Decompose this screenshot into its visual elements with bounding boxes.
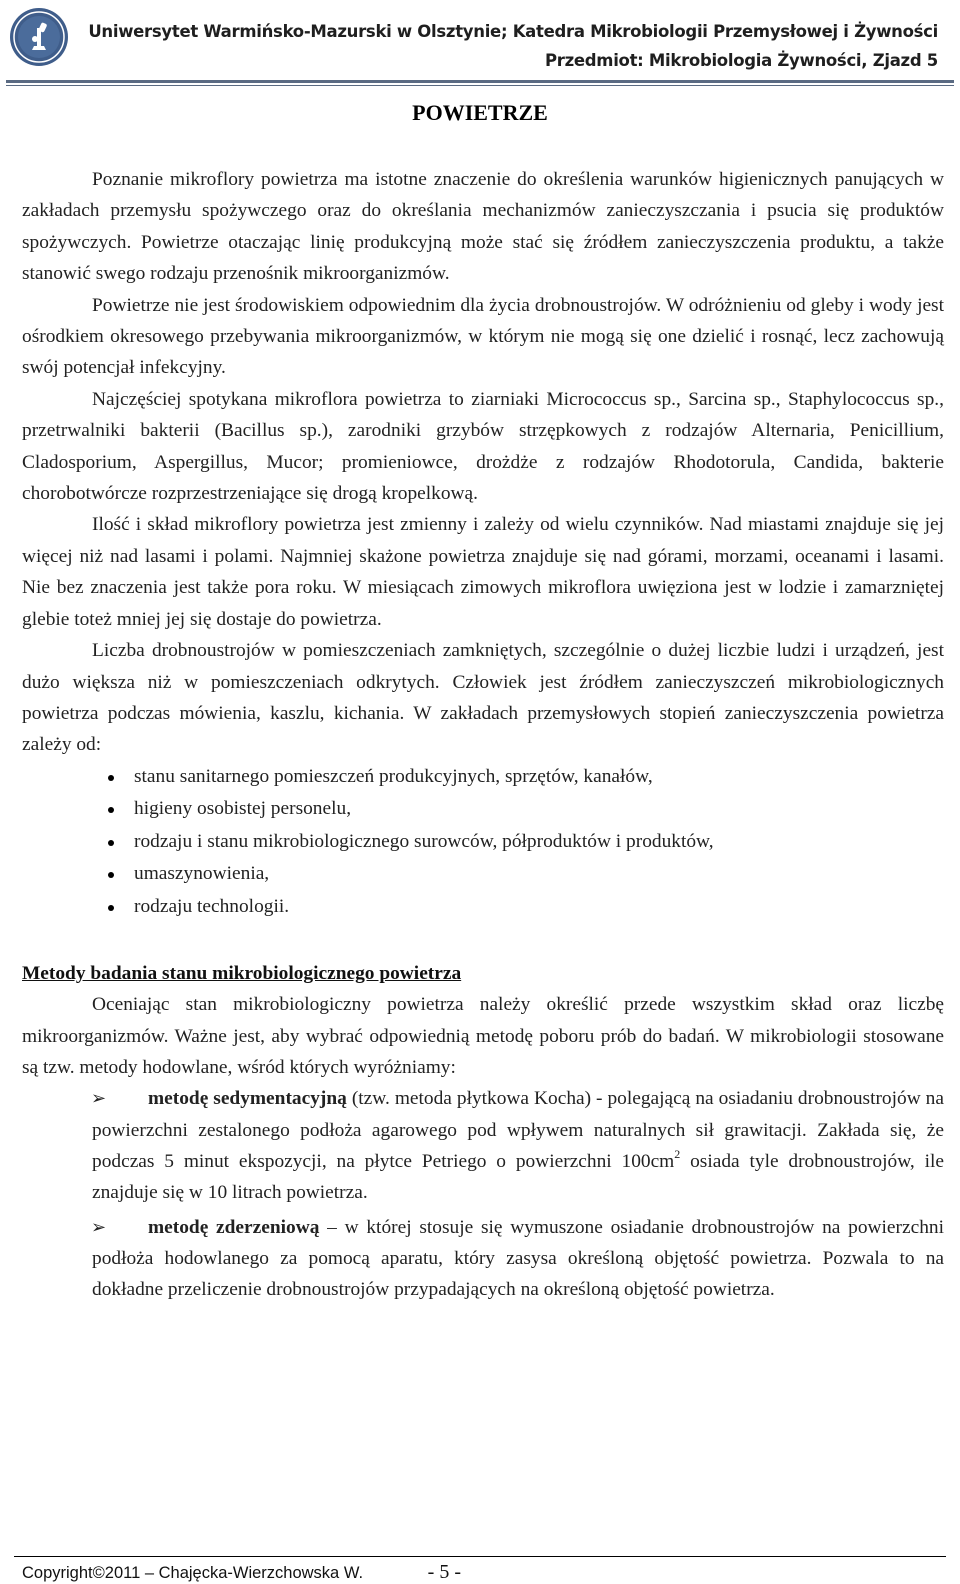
paragraph-microflora: Najczęściej spotykana mikroflora powietrza to ziarniaki Micrococcus sp., Sarcina sp., Staphylococcus sp., przetrwalniki bakterii (Bacillus sp.), zarodniki grzybów strzępkowych z rodzajów Alternaria, Penicillium, Cladosporium, Aspergillus, Mucor; promieniowce, drożdże z rodzajów Rhodotorula, Candida, bakterie chorobotwórcze rozprzestrzeniające się drogą kropelkową. xyxy=(22,388,944,505)
header-subject: Przedmiot: Mikrobiologia Żywności, Zjazd 5 xyxy=(544,51,938,70)
page-footer xyxy=(22,1561,461,1584)
document-body xyxy=(22,164,944,1309)
methods-list xyxy=(22,1083,944,1305)
list-item: rodzaju technologii. xyxy=(134,891,944,924)
list-item: stanu sanitarnego pomieszczeń produkcyjnych, sprzętów, kanałów, xyxy=(134,761,944,794)
bullet-icon xyxy=(108,840,114,846)
list-item: rodzaju i stanu mikrobiologicznego surowców, półproduktów i produktów, xyxy=(134,826,944,859)
header-text xyxy=(88,17,938,75)
footer-copyright: Copyright©2011 – Chajęcka-Wierzchowska W. xyxy=(22,1564,364,1582)
contamination-factors-list xyxy=(22,761,944,924)
method-name: metodę zderzeniową xyxy=(148,1216,320,1238)
method-description: (tzw. metoda płytkowa Kocha) - polegającą na osiadaniu drobnoustrojów na powierzchni zestalonego podłoża agarowego pod wpływem naturalnych sił grawitacji. Zakłada się, że podczas 5 minut ekspozycji, na płytce Petriego o powierzchni 100cm xyxy=(92,1088,944,1173)
method-sedimentation xyxy=(92,1083,944,1208)
university-logo-icon xyxy=(8,6,70,68)
arrow-bullet-icon: ➢ xyxy=(91,1088,107,1110)
method-name: metodę sedymentacyjną xyxy=(148,1088,347,1110)
bullet-icon xyxy=(108,807,114,813)
bullet-icon xyxy=(108,775,114,781)
method-description-end: osiada tyle drobnoustrojów, ile znajduje się w 10 litrach powietrza. xyxy=(92,1151,944,1204)
method-impaction xyxy=(92,1212,944,1306)
section-heading: Metody badania stanu mikrobiologicznego powietrza xyxy=(22,963,462,985)
page-header xyxy=(0,0,960,90)
superscript: 2 xyxy=(674,1147,681,1162)
paragraph-indoor: Liczba drobnoustrojów w pomieszczeniach zamkniętych, szczególnie o dużej liczbie ludzi i urządzeń, jest dużo większa niż w pomieszczeniach odkrytych. Człowiek jest źródłem zanieczyszczeń mikrobiologicznych powietrza podczas mówienia, kaszlu, kichania. W zakładach przemysłowych stopień zanieczyszczenia powietrza zależy od: xyxy=(22,640,944,756)
page-title: POWIETRZE xyxy=(412,100,548,125)
footer-divider xyxy=(14,1556,946,1557)
header-university: Uniwersytet Warmińsko-Mazurski w Olsztynie; Katedra Mikrobiologii Przemysłowej i Żywności xyxy=(88,22,938,41)
header-divider-thin xyxy=(6,85,954,86)
list-item: higieny osobistej personelu, xyxy=(134,793,944,826)
arrow-bullet-icon: ➢ xyxy=(91,1216,107,1238)
paragraph-variability: Ilość i skład mikroflory powietrza jest zmienny i zależy od wielu czynników. Nad miastami znajduje się jej więcej niż nad lasami i polami. Najmniej skażone powietrza znajduje się nad górami, morzami, oceanami i lasami. Nie bez znaczenia jest także pora roku. W miesiącach zimowych mikroflora uwięziona jest w lodzie i zamarzniętej glebie toteż mniej jej się dostaje do powietrza. xyxy=(22,514,944,630)
bullet-icon xyxy=(108,905,114,911)
bullet-icon xyxy=(108,872,114,878)
page-number: - 5 - xyxy=(427,1561,461,1583)
paragraph-intro: Poznanie mikroflory powietrza ma istotne znaczenie do określenia warunków higienicznych panujących w zakładach przemysłu spożywczego oraz do określania mechanizmów zanieczyszczania i psucia się produktów spożywczych. Powietrze otaczając linię produkcyjną może stać się źródłem zanieczyszczenia produktu, a także stanowić swego rodzaju przenośnik mikroorganizmów. xyxy=(22,169,944,285)
paragraph-environment: Powietrze nie jest środowiskiem odpowiednim dla życia drobnoustrojów. W odróżnieniu od gleby i wody jest ośrodkiem okresowego przebywania mikroorganizmów, w którym nie mogą się one dzielić i rosnąć, lecz zachowują swój potencjał infekcyjny. xyxy=(22,294,944,379)
method-description: – w której stosuje się wymuszone osiadanie drobnoustrojów na powierzchni podłoża hodowlanego za pomocą aparatu, który zasysa określoną objętość powietrza. Pozwala to na dokładne przeliczenie drobnoustrojów przypadających na określoną objętość powietrza. xyxy=(92,1216,944,1301)
header-divider xyxy=(6,80,954,83)
paragraph-methods-intro: Oceniając stan mikrobiologiczny powietrza należy określić przede wszystkim skład oraz liczbę mikroorganizmów. Ważne jest, aby wybrać odpowiednią metodę poboru prób do badań. W mikrobiologii stosowane są tzw. metody hodowlane, wśród których wyróżniamy: xyxy=(22,994,944,1079)
list-item: umaszynowienia, xyxy=(134,858,944,891)
